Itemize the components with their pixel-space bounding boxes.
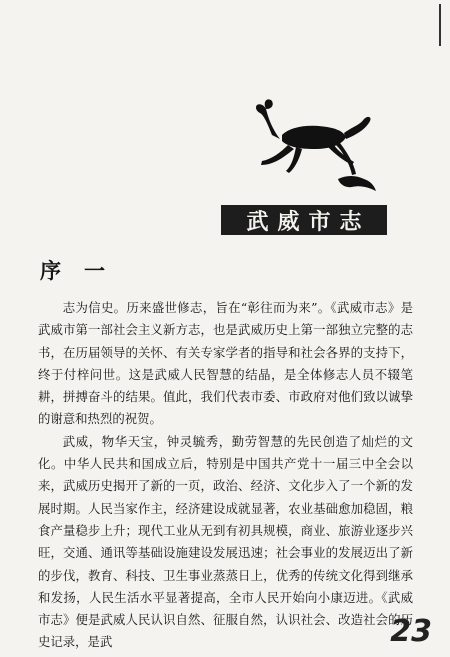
scan-edge-mark	[439, 4, 442, 46]
paragraph: 志为信史。历来盛世修志，旨在“彰往而为来”。《武威市志》是武威市第一部社会主义新方志，也是武威历史上第一部独立完整的志书，在历届领导的关怀、有关专家学者的指导和社会各界的支持下，终于付梓问世。这是武威人民智慧的结晶，是全体修志人员不辍笔耕，拼搏奋斗的结果。值此，我们代表市委、市政府对他们致以诚挚的谢意和热烈的祝贺。	[38, 300, 413, 427]
book-title: 武威市志	[246, 208, 371, 235]
page-number: 23	[390, 614, 432, 649]
section-heading	[40, 255, 106, 285]
heading-number: 一	[84, 259, 106, 283]
preface-body	[38, 297, 413, 654]
paragraph: 武威，物华天宝，钟灵毓秀，勤劳智慧的先民创造了灿烂的文化。中华人民共和国成立后，特别是中国共产党十一届三中全会以来，武威历史揭开了新的一页，政治、经济、文化步入了一个新的发展时期。人民当家作主，经济建设成就显著，农业基础愈加稳固，粮食产量稳步上升；现代工业从无到有初具规模，商业、旅游业逐步兴旺，交通、通讯等基础设施建设发展迅速；社会事业的发展迈出了新的步伐，教育、科技、卫生事业蒸蒸日上，优秀的传统文化得到继承和发扬，人民生活水平显著提高，全市人民开始向小康迈进。《武威市志》便是武威人民认识自然、征服自然，认识社会、改造社会的历史记录，是武	[38, 433, 413, 650]
heading-main: 序	[40, 259, 62, 283]
title-banner	[221, 205, 387, 235]
galloping-horse-icon	[252, 95, 378, 193]
